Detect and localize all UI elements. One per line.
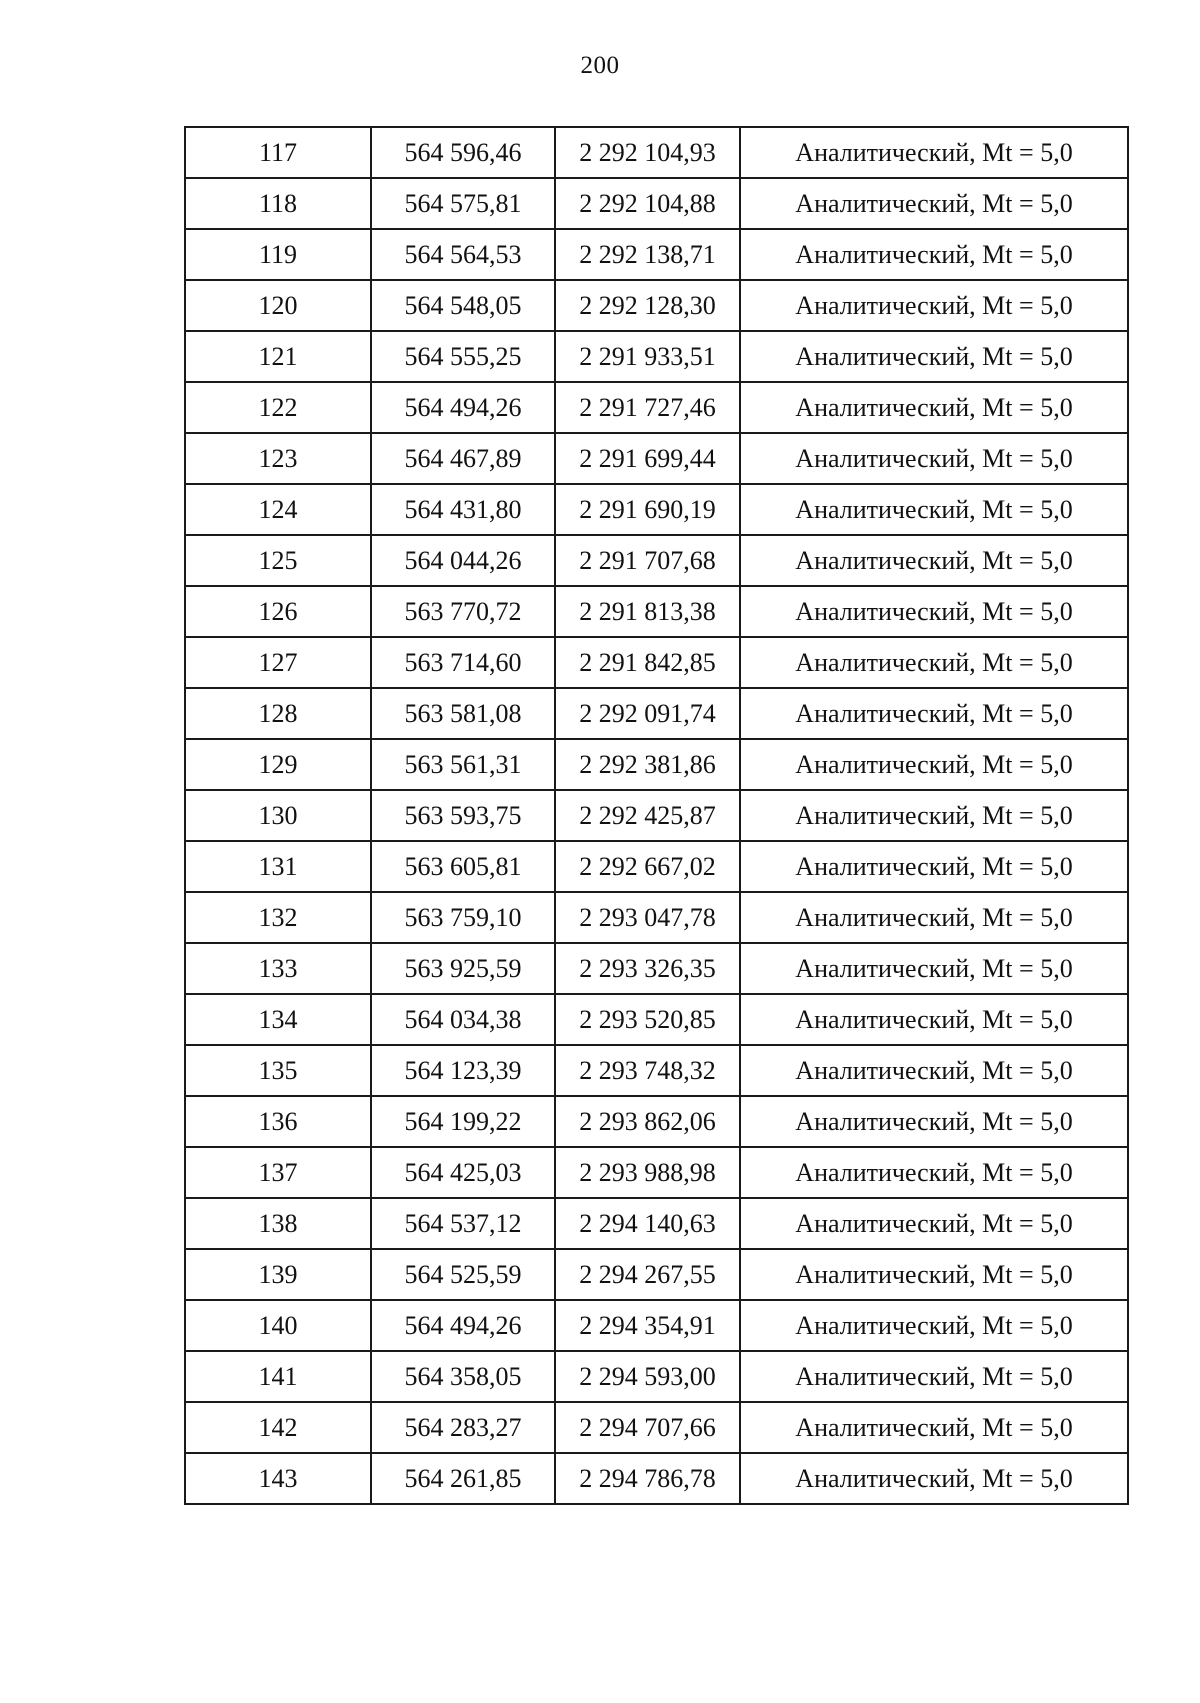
y-coordinate-cell: 2 294 707,66 xyxy=(555,1402,740,1453)
x-coordinate-cell: 563 759,10 xyxy=(371,892,555,943)
point-number-cell: 138 xyxy=(185,1198,371,1249)
point-number-cell: 131 xyxy=(185,841,371,892)
point-number-cell: 143 xyxy=(185,1453,371,1504)
coordinates-table-body xyxy=(185,127,1128,1504)
table-row xyxy=(185,637,1128,688)
x-coordinate-cell: 564 283,27 xyxy=(371,1402,555,1453)
y-coordinate-cell: 2 291 707,68 xyxy=(555,535,740,586)
x-coordinate-cell: 563 605,81 xyxy=(371,841,555,892)
table-row xyxy=(185,484,1128,535)
x-coordinate-cell: 564 261,85 xyxy=(371,1453,555,1504)
method-accuracy-cell: Аналитический, Mt = 5,0 xyxy=(740,943,1128,994)
method-accuracy-cell: Аналитический, Mt = 5,0 xyxy=(740,1096,1128,1147)
table-row xyxy=(185,1249,1128,1300)
x-coordinate-cell: 563 925,59 xyxy=(371,943,555,994)
method-accuracy-cell: Аналитический, Mt = 5,0 xyxy=(740,280,1128,331)
method-accuracy-cell: Аналитический, Mt = 5,0 xyxy=(740,1198,1128,1249)
x-coordinate-cell: 564 425,03 xyxy=(371,1147,555,1198)
point-number-cell: 136 xyxy=(185,1096,371,1147)
method-accuracy-cell: Аналитический, Mt = 5,0 xyxy=(740,127,1128,178)
x-coordinate-cell: 564 564,53 xyxy=(371,229,555,280)
table-row xyxy=(185,841,1128,892)
method-accuracy-cell: Аналитический, Mt = 5,0 xyxy=(740,178,1128,229)
point-number-cell: 129 xyxy=(185,739,371,790)
x-coordinate-cell: 564 199,22 xyxy=(371,1096,555,1147)
page-number: 200 xyxy=(580,52,620,79)
table-row xyxy=(185,1096,1128,1147)
x-coordinate-cell: 564 525,59 xyxy=(371,1249,555,1300)
point-number-cell: 130 xyxy=(185,790,371,841)
y-coordinate-cell: 2 291 813,38 xyxy=(555,586,740,637)
y-coordinate-cell: 2 291 842,85 xyxy=(555,637,740,688)
point-number-cell: 134 xyxy=(185,994,371,1045)
method-accuracy-cell: Аналитический, Mt = 5,0 xyxy=(740,841,1128,892)
table-row xyxy=(185,127,1128,178)
coordinates-table xyxy=(184,126,1129,1505)
method-accuracy-cell: Аналитический, Mt = 5,0 xyxy=(740,535,1128,586)
point-number-cell: 127 xyxy=(185,637,371,688)
y-coordinate-cell: 2 294 786,78 xyxy=(555,1453,740,1504)
method-accuracy-cell: Аналитический, Mt = 5,0 xyxy=(740,1453,1128,1504)
x-coordinate-cell: 564 431,80 xyxy=(371,484,555,535)
x-coordinate-cell: 564 555,25 xyxy=(371,331,555,382)
table-row xyxy=(185,1402,1128,1453)
table-row xyxy=(185,229,1128,280)
point-number-cell: 139 xyxy=(185,1249,371,1300)
method-accuracy-cell: Аналитический, Mt = 5,0 xyxy=(740,994,1128,1045)
x-coordinate-cell: 564 034,38 xyxy=(371,994,555,1045)
table-row xyxy=(185,1300,1128,1351)
table-row xyxy=(185,382,1128,433)
point-number-cell: 126 xyxy=(185,586,371,637)
point-number-cell: 133 xyxy=(185,943,371,994)
method-accuracy-cell: Аналитический, Mt = 5,0 xyxy=(740,892,1128,943)
y-coordinate-cell: 2 291 699,44 xyxy=(555,433,740,484)
y-coordinate-cell: 2 292 381,86 xyxy=(555,739,740,790)
method-accuracy-cell: Аналитический, Mt = 5,0 xyxy=(740,1045,1128,1096)
y-coordinate-cell: 2 294 267,55 xyxy=(555,1249,740,1300)
y-coordinate-cell: 2 293 748,32 xyxy=(555,1045,740,1096)
y-coordinate-cell: 2 292 104,93 xyxy=(555,127,740,178)
table-row xyxy=(185,1198,1128,1249)
table-row xyxy=(185,1351,1128,1402)
point-number-cell: 120 xyxy=(185,280,371,331)
x-coordinate-cell: 564 123,39 xyxy=(371,1045,555,1096)
y-coordinate-cell: 2 293 047,78 xyxy=(555,892,740,943)
table-row xyxy=(185,586,1128,637)
table-row xyxy=(185,433,1128,484)
point-number-cell: 122 xyxy=(185,382,371,433)
point-number-cell: 124 xyxy=(185,484,371,535)
method-accuracy-cell: Аналитический, Mt = 5,0 xyxy=(740,1249,1128,1300)
point-number-cell: 140 xyxy=(185,1300,371,1351)
y-coordinate-cell: 2 293 862,06 xyxy=(555,1096,740,1147)
point-number-cell: 141 xyxy=(185,1351,371,1402)
x-coordinate-cell: 563 561,31 xyxy=(371,739,555,790)
method-accuracy-cell: Аналитический, Mt = 5,0 xyxy=(740,1402,1128,1453)
point-number-cell: 137 xyxy=(185,1147,371,1198)
point-number-cell: 119 xyxy=(185,229,371,280)
method-accuracy-cell: Аналитический, Mt = 5,0 xyxy=(740,688,1128,739)
table-row xyxy=(185,892,1128,943)
method-accuracy-cell: Аналитический, Mt = 5,0 xyxy=(740,637,1128,688)
x-coordinate-cell: 564 596,46 xyxy=(371,127,555,178)
table-row xyxy=(185,790,1128,841)
table-row xyxy=(185,178,1128,229)
table-row xyxy=(185,739,1128,790)
table-row xyxy=(185,280,1128,331)
x-coordinate-cell: 563 593,75 xyxy=(371,790,555,841)
y-coordinate-cell: 2 292 091,74 xyxy=(555,688,740,739)
y-coordinate-cell: 2 291 933,51 xyxy=(555,331,740,382)
point-number-cell: 132 xyxy=(185,892,371,943)
x-coordinate-cell: 564 494,26 xyxy=(371,382,555,433)
x-coordinate-cell: 564 537,12 xyxy=(371,1198,555,1249)
method-accuracy-cell: Аналитический, Mt = 5,0 xyxy=(740,382,1128,433)
method-accuracy-cell: Аналитический, Mt = 5,0 xyxy=(740,433,1128,484)
y-coordinate-cell: 2 292 104,88 xyxy=(555,178,740,229)
method-accuracy-cell: Аналитический, Mt = 5,0 xyxy=(740,739,1128,790)
point-number-cell: 121 xyxy=(185,331,371,382)
x-coordinate-cell: 564 548,05 xyxy=(371,280,555,331)
method-accuracy-cell: Аналитический, Mt = 5,0 xyxy=(740,229,1128,280)
point-number-cell: 118 xyxy=(185,178,371,229)
method-accuracy-cell: Аналитический, Mt = 5,0 xyxy=(740,331,1128,382)
table-row xyxy=(185,688,1128,739)
table-row xyxy=(185,331,1128,382)
y-coordinate-cell: 2 292 425,87 xyxy=(555,790,740,841)
table-row xyxy=(185,1045,1128,1096)
y-coordinate-cell: 2 293 326,35 xyxy=(555,943,740,994)
y-coordinate-cell: 2 292 667,02 xyxy=(555,841,740,892)
y-coordinate-cell: 2 291 690,19 xyxy=(555,484,740,535)
x-coordinate-cell: 563 770,72 xyxy=(371,586,555,637)
method-accuracy-cell: Аналитический, Mt = 5,0 xyxy=(740,484,1128,535)
x-coordinate-cell: 563 581,08 xyxy=(371,688,555,739)
table-row xyxy=(185,535,1128,586)
x-coordinate-cell: 564 467,89 xyxy=(371,433,555,484)
y-coordinate-cell: 2 292 138,71 xyxy=(555,229,740,280)
point-number-cell: 128 xyxy=(185,688,371,739)
x-coordinate-cell: 563 714,60 xyxy=(371,637,555,688)
table-row xyxy=(185,1147,1128,1198)
y-coordinate-cell: 2 293 988,98 xyxy=(555,1147,740,1198)
method-accuracy-cell: Аналитический, Mt = 5,0 xyxy=(740,1351,1128,1402)
point-number-cell: 135 xyxy=(185,1045,371,1096)
x-coordinate-cell: 564 494,26 xyxy=(371,1300,555,1351)
method-accuracy-cell: Аналитический, Mt = 5,0 xyxy=(740,790,1128,841)
table-row xyxy=(185,994,1128,1045)
point-number-cell: 123 xyxy=(185,433,371,484)
table-row xyxy=(185,1453,1128,1504)
x-coordinate-cell: 564 575,81 xyxy=(371,178,555,229)
point-number-cell: 142 xyxy=(185,1402,371,1453)
y-coordinate-cell: 2 293 520,85 xyxy=(555,994,740,1045)
y-coordinate-cell: 2 294 593,00 xyxy=(555,1351,740,1402)
method-accuracy-cell: Аналитический, Mt = 5,0 xyxy=(740,1147,1128,1198)
point-number-cell: 125 xyxy=(185,535,371,586)
method-accuracy-cell: Аналитический, Mt = 5,0 xyxy=(740,586,1128,637)
point-number-cell: 117 xyxy=(185,127,371,178)
x-coordinate-cell: 564 358,05 xyxy=(371,1351,555,1402)
table-row xyxy=(185,943,1128,994)
y-coordinate-cell: 2 292 128,30 xyxy=(555,280,740,331)
y-coordinate-cell: 2 294 140,63 xyxy=(555,1198,740,1249)
y-coordinate-cell: 2 291 727,46 xyxy=(555,382,740,433)
x-coordinate-cell: 564 044,26 xyxy=(371,535,555,586)
method-accuracy-cell: Аналитический, Mt = 5,0 xyxy=(740,1300,1128,1351)
y-coordinate-cell: 2 294 354,91 xyxy=(555,1300,740,1351)
